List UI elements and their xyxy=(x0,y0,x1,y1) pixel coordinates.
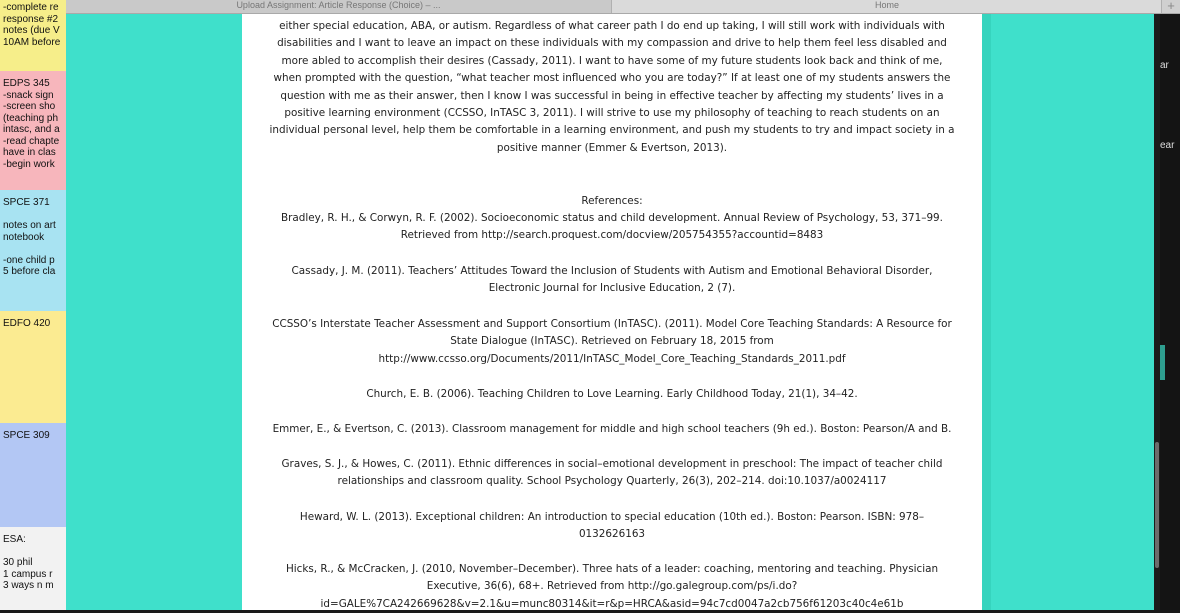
reference-line: Graves, S. J., & Howes, C. (2011). Ethnic differences in social–emotional development in preschool: The impact of teacher child xyxy=(281,458,943,470)
sticky-note-line: 30 phil xyxy=(3,557,33,568)
sticky-note-title: SPCE 371 xyxy=(3,197,50,208)
reference-line: CCSSO’s Interstate Teacher Assessment and Support Consortium (InTASC). (2011). Model Core Teaching Standards: A Resource for xyxy=(272,318,952,330)
paragraph-line: either special education, ABA, or autism. Regardless of what career path I do end up taking, I will still work with individuals with xyxy=(279,20,945,32)
paragraph-line: disabilities and I want to leave an impact on these individuals with my compassion and drive to help them feel less disabled and xyxy=(277,37,947,50)
sticky-note-line xyxy=(3,243,63,255)
reference-line: State Dialogue (InTASC). Retrieved on February 18, 2015 from xyxy=(450,335,774,348)
sticky-note-line: -read chapte xyxy=(3,135,60,147)
reference-line: Cassady, J. M. (2011). Teachers’ Attitudes Toward the Inclusion of Students with Autism and Emotional Behavioral Disorder, xyxy=(291,265,933,277)
sticky-note[interactable] xyxy=(0,311,66,423)
sticky-note-line: have in clas xyxy=(3,147,56,158)
sticky-note-line: notes on art xyxy=(3,220,56,231)
reference-line: http://www.ccsso.org/Documents/2011/InTASC_Model_Core_Teaching_Standards_2011.pdf xyxy=(378,352,846,365)
sticky-note[interactable] xyxy=(0,423,66,527)
reference-line: relationships and classroom quality. School Psychology Quarterly, 26(3), 202–214. doi:10.1037/a0024117 xyxy=(337,475,887,488)
paragraph-line: individual personal level, help them be comfortable in a learning environment, and push my students to try and impact society in a xyxy=(269,124,955,137)
reference-line: Retrieved from http://search.proquest.com/docview/205754355?accountid=8483 xyxy=(400,229,824,242)
sticky-note-title: ESA: xyxy=(3,534,26,545)
sticky-note-title: -complete re xyxy=(3,2,59,13)
sticky-note-line: intasc, and a xyxy=(3,124,60,135)
sticky-note-line xyxy=(3,209,63,221)
reference-line: 0132626163 xyxy=(578,528,646,541)
sticky-note-line: notes (due V xyxy=(3,25,60,36)
sticky-note-line: (teaching ph xyxy=(3,112,59,124)
tab-label: Home xyxy=(874,0,899,10)
window-fragment-text: ar xyxy=(1160,60,1169,71)
paragraph-line: more abled to accomplish their desires (Cassady, 2011). I want to have some of my future students look back and think of me, xyxy=(281,54,943,67)
window-edge-block xyxy=(1160,345,1165,380)
window-fragment-text: ear xyxy=(1160,140,1175,151)
tab-upload-assignment[interactable] xyxy=(66,0,612,13)
right-side-window xyxy=(1160,14,1180,610)
reference-line: Electronic Journal for Inclusive Education, 2 (7). xyxy=(488,282,736,295)
sticky-note-line: 10AM before xyxy=(3,36,61,48)
sticky-note[interactable] xyxy=(0,71,66,190)
references-heading: References: xyxy=(581,195,643,207)
sticky-note-line: 3 ways n m xyxy=(3,580,54,591)
document-page[interactable] xyxy=(242,14,982,610)
reference-line: Heward, W. L. (2013). Exceptional children: An introduction to special education (10th ed.). Boston: Pearson. ISBN: 978– xyxy=(299,511,925,523)
sticky-note[interactable] xyxy=(0,190,66,311)
paragraph-line: when prompted with the question, “what teacher most influenced who you are today?” If at least one of my students answers the xyxy=(273,72,951,85)
reference-line: Executive, 36(6), 68+. Retrieved from http://go.galegroup.com/ps/i.do? xyxy=(426,580,798,593)
tab-label: Upload Assignment: Article Response (Choice) – ... xyxy=(236,0,441,10)
sticky-note[interactable] xyxy=(0,0,66,71)
paragraph-line: question with me as their answer, then I know I was successful in being in effective teacher by affecting my students’ lives in a xyxy=(280,89,944,102)
browser-tab-bar xyxy=(66,0,1180,14)
sticky-note-title: SPCE 309 xyxy=(3,430,50,441)
sticky-note-line: -one child p xyxy=(3,254,55,266)
sticky-note-line: response #2 xyxy=(3,13,59,25)
sticky-note-line: 1 campus r xyxy=(3,568,53,580)
stickies-column xyxy=(0,0,66,610)
sticky-note-line: -screen sho xyxy=(3,101,56,112)
plus-icon: + xyxy=(1167,0,1175,13)
sticky-note-line xyxy=(3,546,63,558)
reference-line: Emmer, E., & Evertson, C. (2013). Classroom management for middle and high school teachers (9h ed.). Boston: Pearson/A and B. xyxy=(272,423,952,435)
tab-home[interactable] xyxy=(612,0,1162,13)
reference-line: Hicks, R., & McCracken, J. (2010, November–December). Three hats of a leader: coaching, mentoring and teaching. Physician xyxy=(285,563,939,575)
reference-line: Bradley, R. H., & Corwyn, R. F. (2002). Socioeconomic status and child development. Annual Review of Psychology, 53, 371–99. xyxy=(281,212,943,224)
sticky-note[interactable] xyxy=(0,527,66,610)
sticky-note-line: 5 before cla xyxy=(3,266,56,277)
reference-line: Church, E. B. (2006). Teaching Children to Love Learning. Early Childhood Today, 21(1), 34–42. xyxy=(366,388,858,400)
sticky-note-line: notebook xyxy=(3,231,45,243)
scrollbar-thumb[interactable] xyxy=(1155,442,1159,568)
paragraph-line: positive learning environment (CCSSO, InTASC 3, 2011). I will strive to use my philosophy of teaching to reach students on an xyxy=(284,107,940,119)
reference-line: id=GALE%7CA242669628&v=2.1&u=munc80314&it=r&p=HRCA&asid=94c7cd0047a2cb756f61203c40c4e61b xyxy=(320,597,904,610)
sticky-note-title: EDPS 345 xyxy=(3,78,50,89)
sticky-note-line: -snack sign xyxy=(3,89,54,101)
new-tab-button[interactable] xyxy=(1161,0,1180,13)
sticky-note-line: -begin work xyxy=(3,158,55,170)
sticky-note-title: EDFO 420 xyxy=(3,318,51,329)
paragraph-line: positive manner (Emmer & Evertson, 2013). xyxy=(496,141,728,154)
